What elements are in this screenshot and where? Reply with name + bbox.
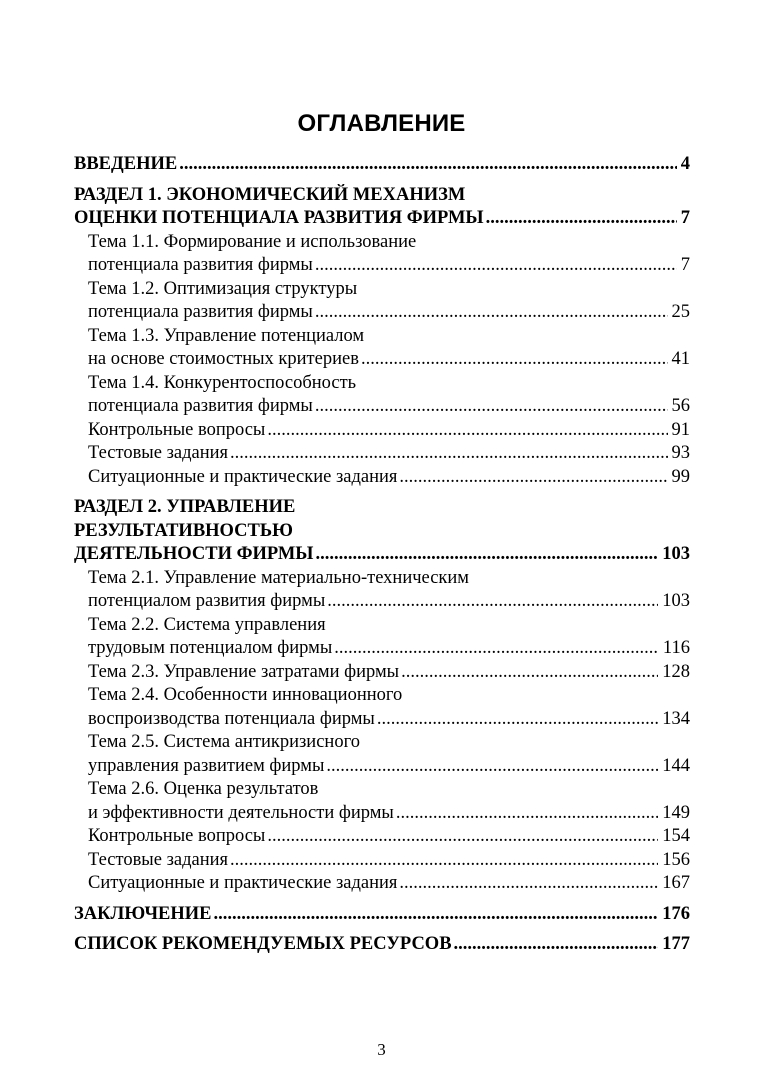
toc-entry-text: на основе стоимостных критериев [88,349,359,369]
toc-entry-text: РАЗДЕЛ 2. УПРАВЛЕНИЕ [74,497,296,517]
dot-leader [230,849,658,873]
toc-section-entry[interactable] [74,496,690,567]
toc-entry-text: РАЗДЕЛ 1. ЭКОНОМИЧЕСКИЙ МЕХАНИЗМ [74,184,466,205]
toc-entry-text: Тестовые задания [88,849,229,870]
toc-entry-text: ЗАКЛЮЧЕНИЕ [74,903,212,924]
dot-leader [267,419,667,443]
toc-entry-text: трудовым потенциалом фирмы [88,638,333,658]
toc-entry-text: Тема 1.1. Формирование и использование [88,231,417,252]
dot-leader [326,755,658,779]
toc-section-entry[interactable] [74,903,690,927]
toc-entry-text: Ситуационные и практические задания [88,466,398,487]
dot-leader [230,442,667,466]
toc-page-number: 41 [671,349,690,369]
toc-topic-entry[interactable] [74,778,690,825]
toc-entry-text: Контрольные вопросы [88,826,266,846]
section-gap [74,896,690,903]
toc-entry-text: Тема 2.2. Система управления [88,614,326,635]
dot-leader [214,903,659,927]
dot-leader [399,872,658,896]
page-number: 3 [377,1040,386,1059]
toc-entry-text: Тестовые задания [88,443,229,463]
toc-entry-text: потенциалом развития фирмы [88,591,326,611]
toc-entry-text: ВВЕДЕНИЕ [74,154,178,174]
toc-entry-text: потенциала развития фирмы [88,255,313,275]
toc-entry-text: Тема 1.4. Конкурентоспособность [88,372,357,393]
toc-topic-entry[interactable] [74,872,690,896]
toc-entry-text: потенциала развития фирмы [88,396,313,416]
toc-topic-entry[interactable] [74,466,690,490]
toc-page-number: 116 [662,638,690,658]
toc-page-number: 177 [662,934,690,954]
toc-entry-text: СПИСОК РЕКОМЕНДУЕМЫХ РЕСУРСОВ [74,934,452,954]
dot-leader [327,590,658,614]
dot-leader [267,825,658,849]
toc-topic-entry[interactable] [74,567,690,614]
toc-page-number: 144 [662,755,690,776]
toc-entry-text: Тема 2.1. Управление материально-техническим [88,567,470,588]
toc-topic-entry[interactable] [74,661,690,685]
section-gap [74,489,690,496]
toc-topic-entry[interactable] [74,231,690,278]
toc-page-number: 103 [662,544,690,564]
toc-section-entry[interactable] [74,184,690,231]
dot-leader [334,637,659,661]
dot-leader [486,207,677,231]
toc-topic-entry[interactable] [74,731,690,778]
toc-entry-text: управления развитием фирмы [88,755,325,776]
toc-section-entry[interactable] [74,153,690,177]
toc-entry-text: ДЕЯТЕЛЬНОСТИ ФИРМЫ [74,544,314,564]
toc-page-number: 149 [662,802,690,823]
toc-entry-text: Тема 2.4. Особенности инновационного [88,685,403,705]
section-gap [74,177,690,184]
page-title: ОГЛАВЛЕНИЕ [297,110,466,137]
dot-leader [179,153,677,177]
toc-page-number: 103 [662,591,690,611]
dot-leader [399,466,667,490]
toc-topic-entry[interactable] [74,419,690,443]
toc-entry-text: ОЦЕНКИ ПОТЕНЦИАЛА РАЗВИТИЯ ФИРМЫ [74,208,484,228]
toc-topic-entry[interactable] [74,442,690,466]
toc-entry-text: потенциала развития фирмы [88,302,313,322]
dot-leader [361,348,668,372]
toc-topic-entry[interactable] [74,684,690,731]
toc-entry-text: и эффективности деятельности фирмы [88,802,394,823]
toc-page-number: 7 [680,255,690,275]
toc-entry-text: РЕЗУЛЬТАТИВНОСТЬЮ [74,520,293,541]
toc-entry-text: Тема 2.5. Система антикризисного [88,732,360,752]
toc-page-number: 99 [671,466,690,487]
dot-leader [396,802,658,826]
toc-page-number: 154 [662,826,690,846]
dot-leader [315,395,668,419]
toc-page-number: 167 [662,873,690,893]
toc-entry-text: Тема 2.3. Управление затратами фирмы [88,661,400,682]
toc-page-number: 4 [680,154,690,174]
toc-entry-text: Тема 1.2. Оптимизация структуры [88,278,358,299]
toc-page-number: 56 [671,396,690,416]
toc-topic-entry[interactable] [74,372,690,419]
toc-page-number: 91 [671,419,690,440]
toc-entry-text: воспроизводства потенциала фирмы [88,708,375,729]
dot-leader [401,661,658,685]
dot-leader [377,708,658,732]
toc-topic-entry[interactable] [74,278,690,325]
toc-entry-text: Тема 1.3. Управление потенциалом [88,325,365,346]
dot-leader [315,301,668,325]
toc-page-number: 176 [662,903,690,924]
toc-entry-text: Ситуационные и практические задания [88,873,398,893]
toc-page-number: 128 [662,661,690,682]
toc-entry-text: Контрольные вопросы [88,419,266,440]
toc-topic-entry[interactable] [74,325,690,372]
toc-topic-entry[interactable] [74,849,690,873]
toc-page-number: 7 [680,208,690,228]
dot-leader [454,933,659,957]
section-gap [74,926,690,933]
toc-section-entry[interactable] [74,933,690,957]
table-of-contents [74,153,690,957]
toc-page-number: 134 [662,708,690,729]
dot-leader [315,543,658,567]
toc-page-number: 25 [671,302,690,322]
toc-page-number: 156 [662,849,690,870]
toc-entry-text: Тема 2.6. Оценка результатов [88,779,319,799]
toc-topic-entry[interactable] [74,825,690,849]
toc-topic-entry[interactable] [74,614,690,661]
dot-leader [315,254,677,278]
toc-page-number: 93 [671,443,690,463]
